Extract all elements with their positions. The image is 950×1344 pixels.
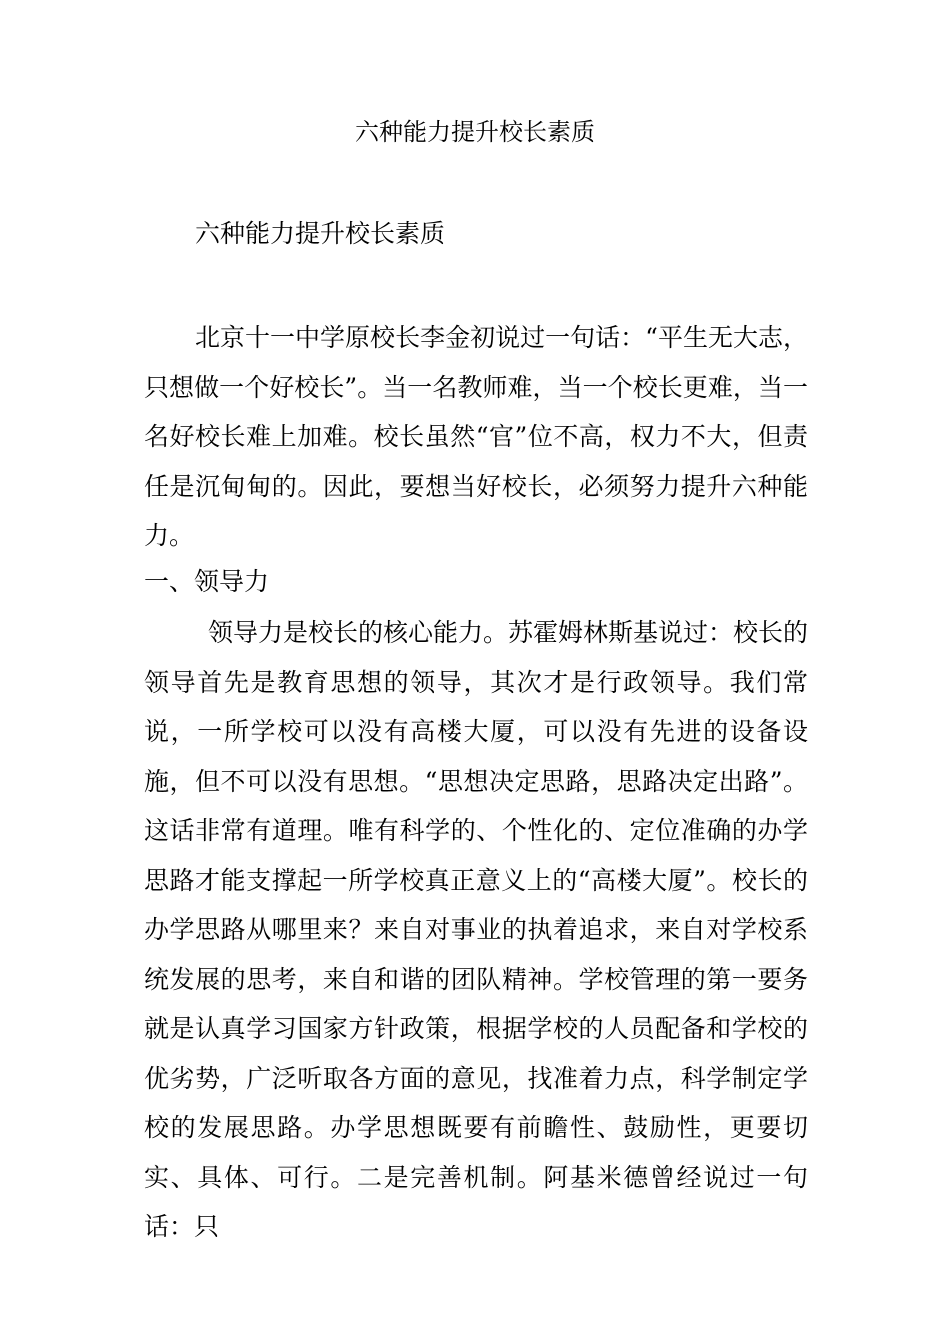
section-heading-leadership: 一、领导力 [144,567,270,596]
leadership-paragraph: 领导力是校长的核心能力。苏霍姆林斯基说过：校长的领导首先是教育思想的领导，其次才是行政领导。我们常说，一所学校可以没有高楼大厦，可以没有先进的设备设施，但不可以没有思想。“思想决定思路，思路决定出路”。这话非常有道理。唯有科学的、个性化的、定位准确的办学思路才能支撑起一所学校真正意义上的“高楼大厦”。校长的办学思路从哪里来？来自对事业的执着追求，来自对学校系统发展的思考，来自和谐的团队精神。学校管理的第一要务就是认真学习国家方针政策，根据学校的人员配备和学校的优劣势，广泛听取各方面的意见，找准着力点，科学制定学校的发展思路。办学思想既要有前瞻性、鼓励性，更要切实、具体、可行。二是完善机制。阿基米德曾经说过一句话：只 [144,618,809,1241]
document-subtitle: 六种能力提升校长素质 [195,219,446,248]
document-title: 六种能力提升校长素质 [355,118,595,146]
intro-paragraph: 北京十一中学原校长李金初说过一句话：“平生无大志，只想做一个好校长”。当一名教师难，当一个校长更难，当一名好校长难上加难。校长虽然“官”位不高，权力不大，但责任是沉甸甸的。因此，要想当好校长，必须努力提升六种能力。 [144,323,808,550]
